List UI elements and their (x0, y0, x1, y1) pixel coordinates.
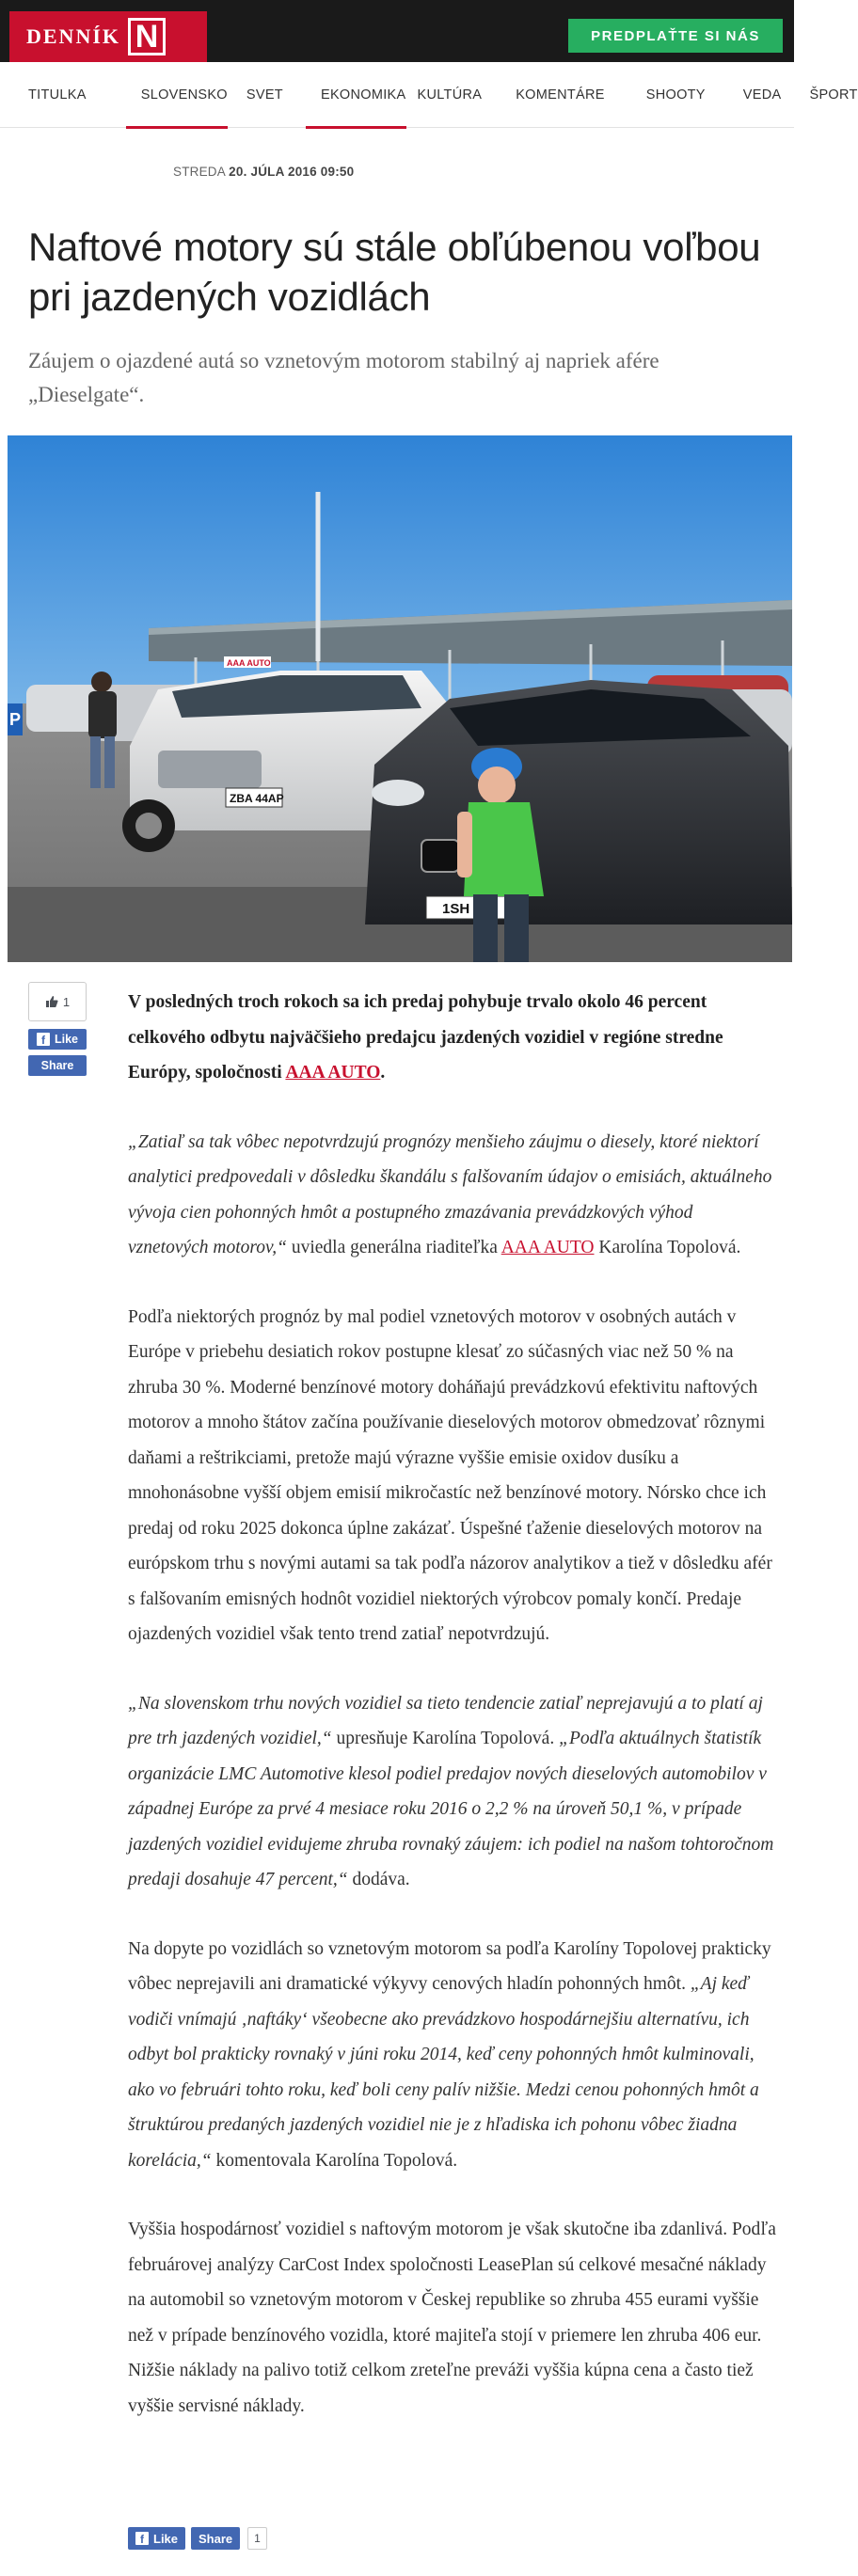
facebook-icon: f (37, 1033, 50, 1046)
nav-item-kultura[interactable]: KULTÚRA (417, 87, 483, 103)
nav-item-slovensko[interactable] (126, 62, 228, 128)
lead-end: . (380, 1063, 386, 1083)
paragraph-text: komentovala Karolína Topolová. (211, 2150, 458, 2171)
quote: „Aj keď vodiči vnímajú ‚naftáky‘ všeobecne ako prevádzkovo hospodárnejšiu alternatívu, ich odbyt bol prakticky rovnaký v júni roku 2014, keď ceny pohonných hmôt kulminovali, ako vo februári tohto roku, keď boli ceny palív nižšie. Medzi cenou pohonných hmôt a štruktúrou predaných jazdených vozidiel nie je z hľadiska ich pohonu vôbec žiadna korelácia,“ (128, 1974, 759, 2171)
article-date-day: STREDA (173, 165, 226, 179)
svg-text:P: P (9, 710, 22, 729)
article-lead (128, 985, 777, 1091)
main-nav (0, 62, 858, 128)
like-count-box[interactable] (28, 982, 87, 1021)
logo-mark: N (128, 18, 166, 55)
article-perex: Záujem o ojazdené autá so vznetovým motorom stabilný aj napriek afére „Dieselgate“. (28, 349, 659, 406)
article-body (128, 985, 777, 2457)
article-paragraph: Vyššia hospodárnosť vozidiel s naftovým motorom je však skutočne iba zdanlivá. Podľa februárovej analýzy CarCost Index spoločnosti LeasePlan sú celkové mesačné náklady na automobil so vznetovým motorom v Českej republike so zhruba 455 eurami vyššie než v prípade benzínového vozidla, ktoré majiteľa stojí v priemere len zhruba 406 eur. Nižšie náklady na palivo totiž celkom zreteľne preváži vyššia kúpna cena a často tiež vyššie servisné náklady. (128, 2220, 776, 2416)
photo-plate-2: 1SH (442, 901, 470, 917)
facebook-like-button[interactable] (28, 1029, 87, 1050)
top-bar (0, 0, 794, 62)
facebook-icon: f (135, 2532, 149, 2545)
paragraph-text: upresňuje Karolína Topolová. (331, 1729, 560, 1748)
photo-sign: AAA AUTO (227, 658, 271, 668)
facebook-like-label: Like (153, 2531, 179, 2546)
facebook-like-button-bottom[interactable] (128, 2527, 185, 2550)
nav-item-shooty[interactable]: SHOOTY (645, 87, 706, 103)
bottom-share-bar (128, 2527, 267, 2550)
thumbs-up-icon (45, 995, 58, 1008)
nav-item-svet[interactable]: SVET (246, 87, 283, 103)
article-paragraph (128, 1932, 777, 2179)
nav-item-veda[interactable]: VEDA (742, 87, 782, 103)
paragraph-text: dodáva. (347, 1870, 410, 1889)
side-share-panel (28, 982, 87, 1076)
facebook-like-label: Like (54, 1033, 78, 1046)
article-paragraph (128, 1686, 777, 1898)
nav-item-sport[interactable]: ŠPORT (809, 87, 858, 103)
logo-text: DENNÍK (26, 24, 121, 48)
aaa-auto-link[interactable]: AAA AUTO (500, 1238, 595, 1257)
share-count: 1 (247, 2527, 267, 2550)
article-date-full: 20. JÚLA 2016 09:50 (229, 165, 355, 179)
nav-item-ekonomika-label: EKONOMIKA (320, 87, 406, 103)
car-lot-illustration (8, 435, 792, 962)
paragraph-text: Na dopyte po vozidlách so vznetovým motorom sa podľa Karolíny Topolovej prakticky vôbec neprejavili ani dramatické výkyvy cenových hladín pohonných hmôt. (128, 1938, 771, 1994)
nav-item-titulka[interactable]: TITULKA (28, 87, 87, 103)
nav-item-ekonomika[interactable] (306, 62, 406, 128)
article-date (173, 165, 354, 179)
facebook-share-button-bottom[interactable]: Share (191, 2527, 240, 2550)
article-paragraph (128, 1125, 777, 1266)
article-photo (8, 435, 792, 962)
nav-item-slovensko-label: SLOVENSKO (140, 87, 228, 103)
paragraph-text: uviedla generálna riaditeľka (286, 1238, 501, 1257)
page-title: Naftové motory sú stále obľúbenou voľbou pri jazdených vozidlách (28, 225, 761, 319)
facebook-share-button[interactable]: Share (28, 1055, 87, 1076)
quote: „Podľa aktuálnych štatistík organizácie LMC Automotive klesol podiel predajov nových dieselových automobilov v západnej Európe za prvé 4 mesiace roku 2016 o 2,2 % na úroveň 50,1 %, v prípade jazdených vozidiel evidujeme zhruba rovnaký záujem: ich podiel na našom tohtoročnom predaji dosahuje 47 percent,“ (128, 1729, 774, 1889)
subscribe-button[interactable]: PREDPLAŤTE SI NÁS (568, 19, 783, 53)
quote: „Zatiaľ sa tak vôbec nepotvrdzujú prognózy menšieho záujmu o diesely, ktoré niektorí analytici predpovedali v dôsledku škandálu s falšovaním údajov o emisiách, aktuálneho vývoja cien pohonných hmôt a postupného zmazávania prevádzkových výhod vznetových motorov,“ (128, 1131, 772, 1257)
paragraph-text: Karolína Topolová. (594, 1238, 741, 1257)
article-paragraph: Podľa niektorých prognóz by mal podiel vznetových motorov v osobných autách v Európe v priebehu desiatich rokov postupne klesať zo súčasných viac než 50 % na zhruba 30 %. Moderné benzínové motory doháňajú prevádzkovú efektivitu naftových motorov a mnoho štátov začína používanie dieselových motorov obmedzovať rôznymi daňami a reštrikciami, pretože majú výrazne vyššie emisie oxidov dusíku a mnohonásobne vyšší objem emisií mikročastíc než benzínové motory. Nórsko chce ich predaj od roku 2025 dokonca úplne zakázať. Úspešné ťaženie dieselových motorov na európskom trhu s novými autami sa tak podľa názorov analytikov a tiež v dôsledku afér s falšovaním emisných hodnôt vozidiel niektorých výrobcov pomaly končí. Predaje ojazdených vozidiel však tento trend zatiaľ nepotvrdzujú. (128, 1306, 772, 1644)
nav-item-komentare[interactable]: KOMENTÁRE (516, 87, 605, 103)
quote: „Na slovenskom trhu nových vozidiel sa tieto tendencie zatiaľ neprejavujú a to platí aj pre trh jazdených vozidiel,“ (128, 1693, 763, 1748)
like-count: 1 (62, 994, 71, 1009)
aaa-auto-link[interactable]: AAA AUTO (285, 1063, 381, 1083)
photo-plate-1: ZBA 44AP (230, 792, 284, 805)
lead-text: V posledných troch rokoch sa ich predaj pohybuje trvalo okolo 46 percent celkového odbytu najväčšieho predajcu jazdených vozidiel v regióne stredne Európy, spoločnosti (128, 992, 723, 1083)
site-logo[interactable] (9, 11, 207, 62)
